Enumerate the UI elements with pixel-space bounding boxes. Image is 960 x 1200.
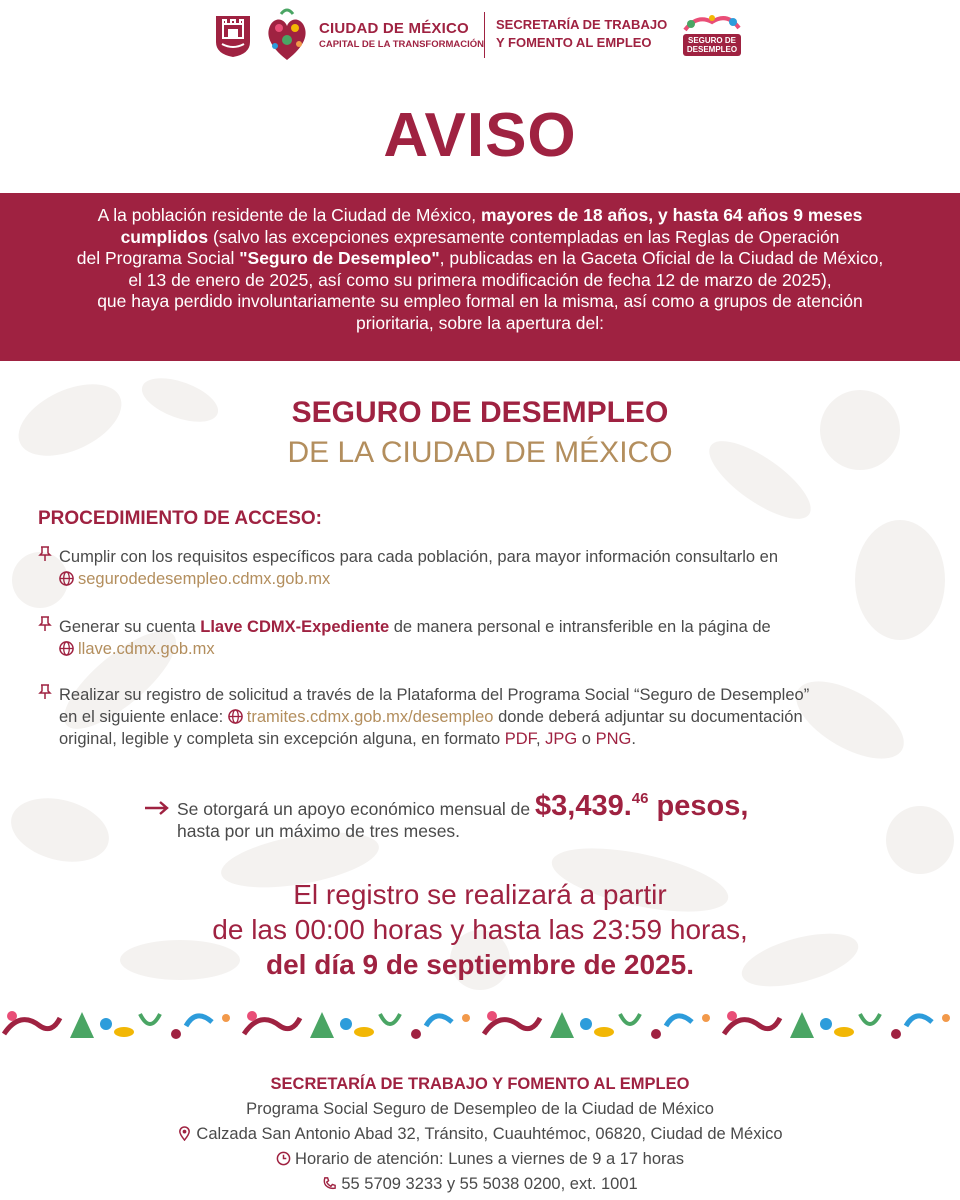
format-png: PNG (595, 730, 632, 748)
pin-icon (38, 546, 52, 562)
step-3-text: original, legible y completa sin excepción alguna, en formato (59, 730, 505, 748)
brand-block (319, 20, 484, 50)
amount-value: $3,439. (535, 790, 632, 822)
banner-text: A la población residente de la Ciudad de México, (97, 205, 481, 225)
brand-title: CIUDAD DE MÉXICO (319, 20, 469, 37)
benefit-amount (143, 788, 748, 842)
intro-paragraph (0, 193, 960, 334)
amount-cents: 46 (631, 790, 649, 807)
procedure-step-3 (38, 684, 809, 750)
step-3-text: en el siguiente enlace: (59, 708, 228, 726)
footer-hours: Horario de atención: Lunes a viernes de 9 a 17 horas (295, 1150, 684, 1168)
llave-cdmx-highlight: Llave CDMX-Expediente (200, 618, 390, 636)
separator: o (577, 730, 596, 748)
step-2-text: Generar su cuenta (59, 618, 201, 636)
step-3-text: Realizar su registro de solicitud a través de la Plataforma del Programa Social “Seguro de Desempleo” (59, 686, 810, 704)
footer-address: Calzada San Antonio Abad 32, Tránsito, Cuauhtémoc, 06820, Ciudad de México (196, 1125, 783, 1143)
seguro-logo-line-2: DESEMPLEO (686, 45, 738, 54)
footer-phone[interactable]: 55 5709 3233 y 55 5038 0200, ext. 1001 (341, 1175, 638, 1193)
globe-icon (59, 571, 74, 586)
header-divider (484, 12, 485, 58)
separator: , (535, 730, 546, 748)
link-tramites[interactable]: tramites.cdmx.gob.mx/desempleo (246, 708, 494, 726)
cdmx-shield-icon (214, 14, 252, 58)
step-2-text: de manera personal e intransferible en la página de (389, 618, 771, 636)
banner-text: , publicadas en la Gaceta Oficial de la Ciudad de México, (439, 248, 884, 268)
brand-subtitle: CAPITAL DE LA TRANSFORMACIÓN (319, 39, 485, 50)
banner-highlight: mayores de 18 años, y hasta 64 años 9 meses (480, 205, 863, 225)
program-title: SEGURO DE DESEMPLEO (291, 396, 669, 429)
format-jpg: JPG (545, 730, 578, 748)
banner-text: (salvo las excepciones expresamente contempladas en las Reglas de Operación (208, 226, 840, 247)
banner-text: el 13 de enero de 2025, así como su primera modificación de fecha 12 de marzo de 2025), (128, 269, 832, 290)
footer-program: Programa Social Seguro de Desempleo de la Ciudad de México (246, 1100, 714, 1118)
period: . (631, 730, 636, 748)
step-1-text: Cumplir con los requisitos específicos para cada población, para mayor información consultarlo en (59, 548, 779, 566)
banner-text: que haya perdido involuntariamente su empleo formal en la misma, así como a grupos de atención (97, 291, 863, 311)
banner-highlight: "Seguro de Desempleo" (239, 248, 440, 268)
banner-text: prioritaria, sobre la apertura del: (355, 312, 605, 333)
link-llave-cdmx[interactable]: llave.cdmx.gob.mx (78, 640, 215, 658)
procedure-step-2 (38, 616, 771, 660)
seguro-logo-line-1: SEGURO DE (687, 36, 737, 45)
link-seguro-desempleo[interactable]: segurodedesempleo.cdmx.gob.mx (78, 570, 331, 588)
seguro-desempleo-logo (677, 10, 747, 58)
procedure-heading: PROCEDIMIENTO DE ACCESO: (38, 508, 322, 529)
registration-info (0, 877, 960, 982)
cdmx-heart-logo-icon (263, 6, 311, 64)
pin-icon (38, 616, 52, 632)
banner-text: del Programa Social (76, 248, 240, 268)
globe-icon (228, 709, 243, 724)
amount-unit: pesos, (648, 790, 749, 822)
pin-icon (38, 684, 52, 700)
format-pdf: PDF (504, 730, 536, 748)
secretaria-name (496, 16, 667, 52)
step-3-text: donde deberá adjuntar su documentación (493, 708, 803, 726)
location-pin-icon (177, 1126, 192, 1141)
program-subtitle: DE LA CIUDAD DE MÉXICO (287, 436, 673, 469)
registration-line-2: de las 00:00 horas y hasta las 23:59 horas, (212, 914, 748, 945)
registration-date: del día 9 de septiembre de 2025. (266, 949, 694, 980)
footer-title: SECRETARÍA DE TRABAJO Y FOMENTO AL EMPLEO (270, 1075, 690, 1093)
aviso-title: AVISO (383, 101, 577, 170)
procedure-step-1 (38, 546, 778, 590)
registration-line-1: El registro se realizará a partir (293, 879, 667, 910)
amount-duration: hasta por un máximo de tres meses. (177, 821, 461, 841)
footer (0, 1072, 960, 1197)
phone-icon (322, 1176, 337, 1191)
secretaria-line-1: SECRETARÍA DE TRABAJO (496, 17, 668, 32)
amount-text: Se otorgará un apoyo económico mensual de (177, 799, 536, 819)
clock-icon (276, 1151, 291, 1166)
secretaria-line-2: Y FOMENTO AL EMPLEO (496, 35, 652, 50)
globe-icon (59, 641, 74, 656)
arrow-right-icon (143, 800, 171, 816)
decorative-band (0, 1004, 960, 1046)
intro-banner (0, 193, 960, 361)
banner-highlight: cumplidos (120, 226, 209, 247)
header (0, 0, 960, 70)
